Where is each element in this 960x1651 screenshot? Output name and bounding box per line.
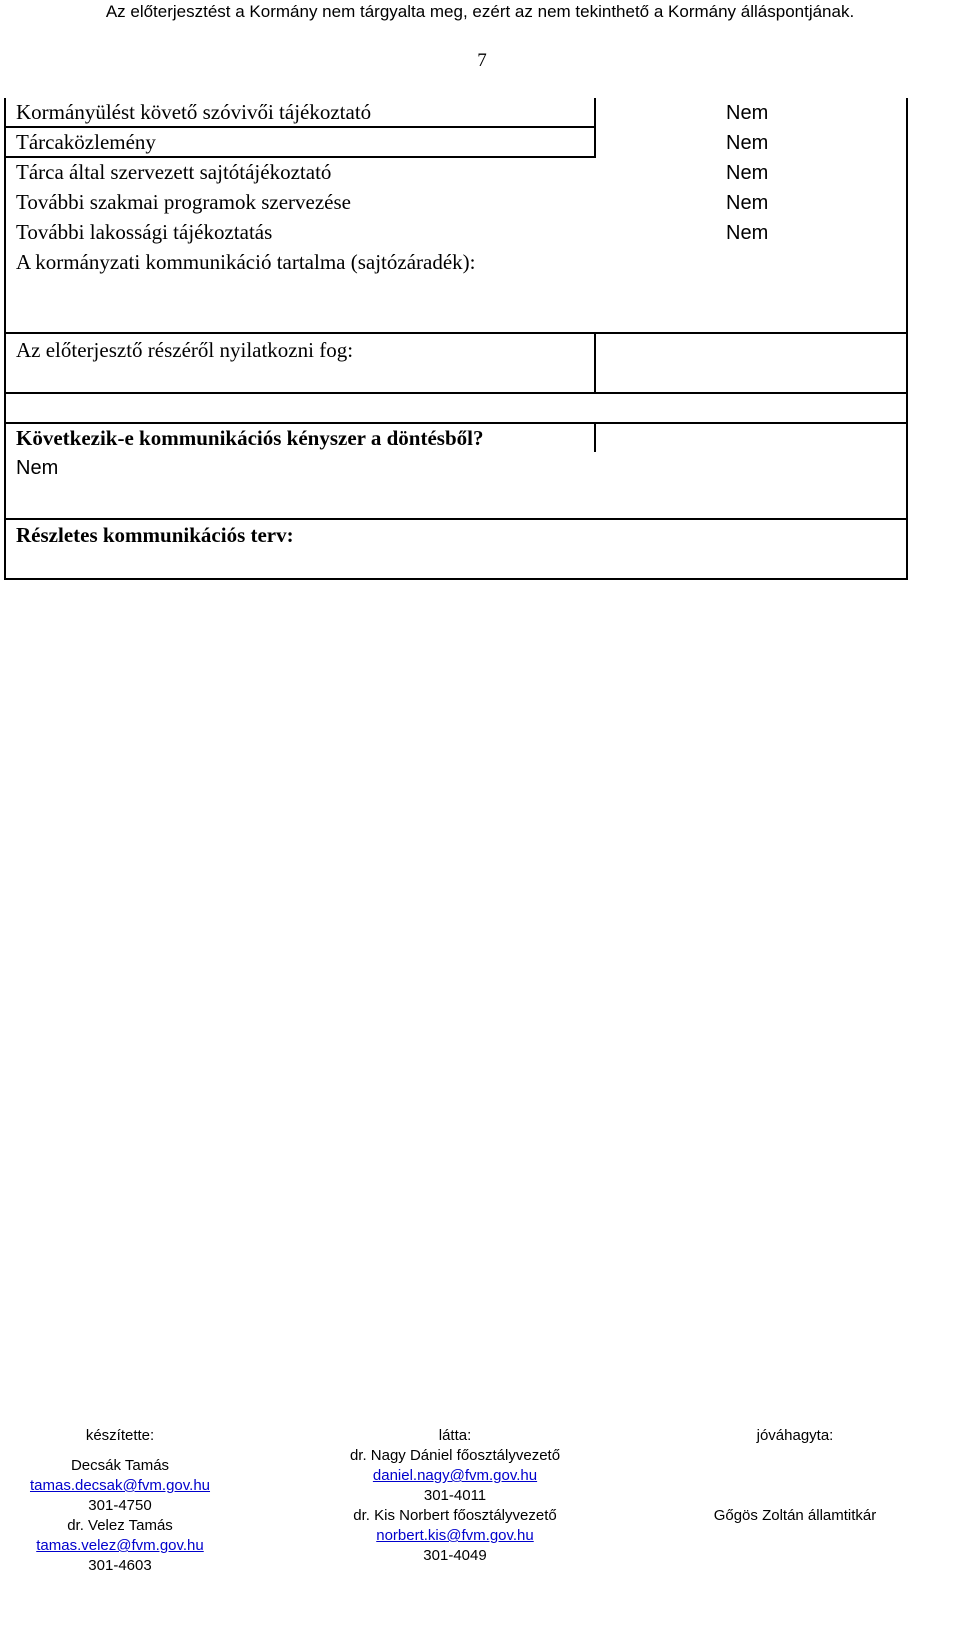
row-value: Nem (726, 102, 769, 124)
row-value: Nem (726, 222, 769, 244)
row-label: További lakossági tájékoztatás (16, 220, 273, 244)
page-header-notice: Az előterjesztést a Kormány nem tárgyalta meg, ezért az nem tekinthető a Kormány álláspontjának. (105, 2, 855, 21)
approver-name: Gőgös Zoltán államtitkár (713, 1507, 877, 1524)
approved-label: jóváhagyta: (756, 1427, 834, 1444)
constraint-answer: Nem (16, 457, 59, 479)
person-name: dr. Velez Tamás (67, 1517, 173, 1534)
table-mid-border (594, 98, 596, 158)
page-number: 7 (477, 50, 487, 71)
reviewed-label: látta: (438, 1427, 472, 1444)
person-name: Decsák Tamás (70, 1457, 170, 1474)
table-bottom-border (4, 578, 908, 580)
email-link[interactable]: norbert.kis@fvm.gov.hu (376, 1527, 534, 1544)
table-mid-border-lower (594, 334, 596, 392)
phone: 301-4603 (88, 1557, 152, 1574)
row-label: Kormányülést követő szóvivői tájékoztató (16, 100, 372, 124)
row-label: További szakmai programok szervezése (16, 190, 351, 214)
row-label: Tárcaközlemény (16, 130, 156, 154)
prepared-label: készítette: (85, 1427, 155, 1444)
row-value: Nem (726, 132, 769, 154)
phone: 301-4011 (423, 1487, 487, 1504)
row-divider (4, 392, 908, 394)
footer-prepared (10, 1426, 230, 1576)
email-link[interactable]: tamas.velez@fvm.gov.hu (36, 1537, 204, 1554)
row-divider (4, 332, 908, 334)
constraint-question: Következik-e kommunikációs kényszer a döntésből? (16, 426, 484, 450)
row-label: Tárca által szervezett sajtótájékoztató (16, 160, 332, 184)
footer-reviewed (330, 1426, 580, 1566)
row-value: Nem (726, 162, 769, 184)
email-link[interactable]: tamas.decsak@fvm.gov.hu (29, 1477, 211, 1494)
spokesperson-label: Az előterjesztő részéről nyilatkozni fog: (16, 338, 354, 362)
email-link[interactable]: daniel.nagy@fvm.gov.hu (372, 1467, 538, 1484)
table-left-border (4, 98, 6, 580)
content-label: A kormányzati kommunikáció tartalma (sajtózáradék): (16, 250, 476, 274)
table-right-border (906, 98, 908, 580)
table-mid-border-question (594, 422, 596, 452)
detailed-plan-label: Részletes kommunikációs terv: (16, 523, 294, 547)
person-name: dr. Kis Norbert főosztályvezető (353, 1507, 557, 1524)
phone: 301-4049 (423, 1547, 487, 1564)
person-name: dr. Nagy Dániel főosztályvezető (349, 1447, 561, 1464)
footer-approved (690, 1426, 900, 1526)
phone: 301-4750 (88, 1497, 152, 1514)
row-value: Nem (726, 192, 769, 214)
